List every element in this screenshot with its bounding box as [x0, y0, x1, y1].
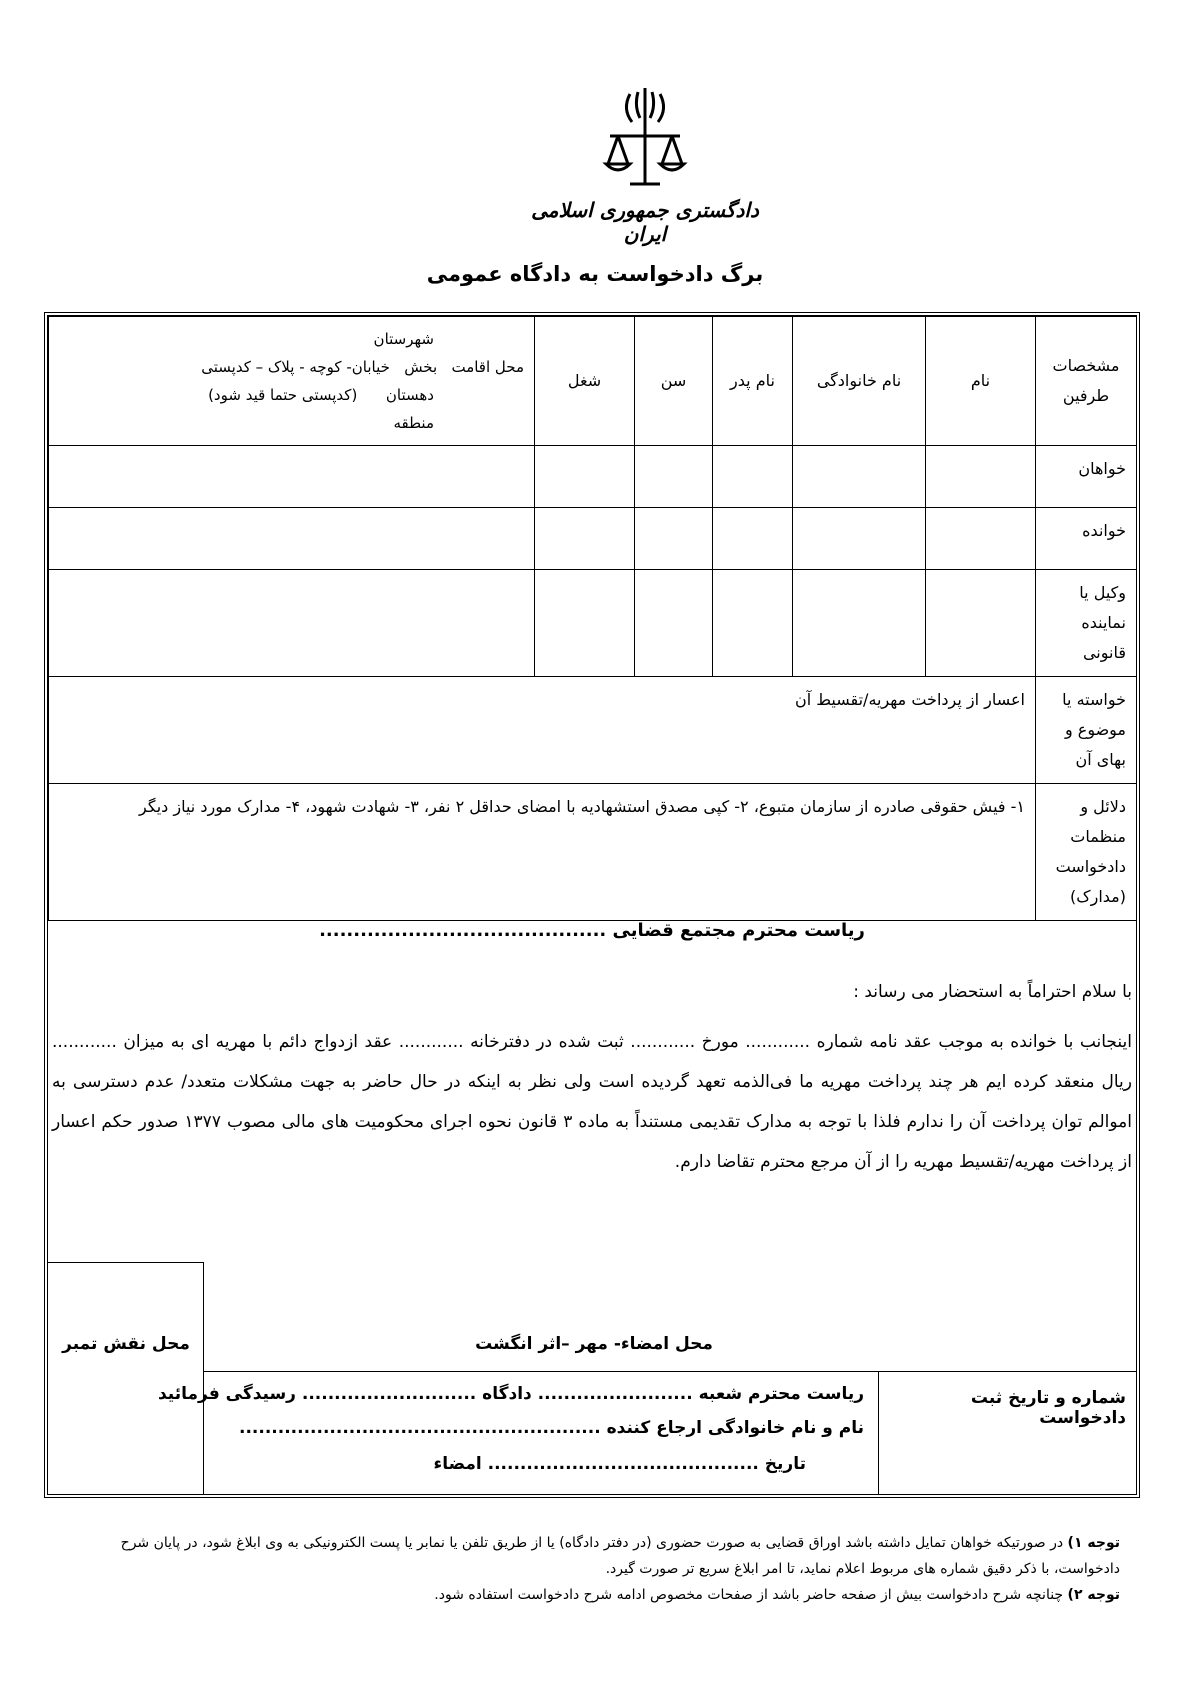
- note-2-text: چنانچه شرح دادخواست بیش از صفحه حاضر باشد از صفحات مخصوص ادامه شرح دادخواست استفاده شود.: [434, 1587, 1068, 1603]
- letter-body[interactable]: اینجانب با خوانده به موجب عقد نامه شماره ............ مورخ ............ ثبت شده در دفترخانه ............ عقد ازدواج دائم با مهریه ای به میزان ............ ریال منعقد کرده ایم هر چند پرداخت مهریه ما فی‌الذمه تعهد گردیده است ولی نظر به اینکه در حال حاضر به جهت مشکلات متعدد/ عدم دسترسی به اموالم توان پرداخت آن را ندارم فلذا با توجه به مدارک تقدیمی مستنداً به ماده ۳ قانون نحوه اجرای محکومیت های مالی مصوب ۱۳۷۷ صدور حکم اعسار از پرداخت مهریه/تقسیط مهریه را از آن مرجع محترم تقاضا دارم.: [52, 1032, 1133, 1172]
- col-family-name: نام خانوادگی: [793, 317, 926, 446]
- registration-label: شماره و تاریخ ثبت دادخواست: [970, 1388, 1126, 1428]
- form-title: برگ دادخواست به دادگاه عمومی: [426, 262, 764, 286]
- stamp-label: محل نقش تمبر: [62, 1334, 190, 1354]
- defendant-father-cell[interactable]: [713, 508, 793, 570]
- col-job: شغل: [535, 317, 635, 446]
- row-label-lawyer: وکیل یا نماینده قانونی: [1036, 570, 1137, 677]
- plaintiff-address-cell[interactable]: [49, 446, 535, 508]
- note-1-text: در صورتیکه خواهان تمایل داشته باشد اوراق قضایی به صورت حضوری (در دفتر دادگاه) یا از طریق تلفن یا نمابر یا پست الکترونیکی به وی ابلاغ شود، در پایان شرح دادخواست، با ذکر دقیق شماره های مربوط اعلام نماید، تا امر ابلاغ سریع تر صورت گیرد.: [120, 1535, 1120, 1577]
- registration-row: [157, 1371, 1136, 1495]
- defendant-job-cell[interactable]: [535, 508, 635, 570]
- petition-letter: [52, 912, 1132, 1262]
- address-line: شهرستان: [373, 330, 434, 348]
- note-1-title: توجه ۱): [1067, 1535, 1120, 1551]
- col-address: [49, 317, 535, 446]
- lawyer-age-cell[interactable]: [635, 570, 713, 677]
- note-2: [80, 1582, 1120, 1608]
- lawyer-father-cell[interactable]: [713, 570, 793, 677]
- letter-addressee: ریاست محترم مجتمع قضایی ..........................................: [319, 920, 865, 941]
- note-2-title: توجه ۲): [1067, 1587, 1120, 1603]
- note-1: [80, 1530, 1120, 1582]
- lawyer-name-cell[interactable]: [926, 570, 1036, 677]
- signature-label: محل امضاء- مهر –اثر انگشت: [475, 1334, 713, 1354]
- evidence-value[interactable]: ۱- فیش حقوقی صادره از سازمان متبوع، ۲- کپی مصدق استشهادیه با امضای حداقل ۲ نفر، ۳- شهادت شهود، ۴- مدارک مورد نیاز دیگر: [49, 784, 1036, 921]
- row-label-plaintiff: خواهان: [1036, 446, 1137, 508]
- stamp-area[interactable]: [48, 1262, 204, 1494]
- plaintiff-family-cell[interactable]: [793, 446, 926, 508]
- lawyer-family-cell[interactable]: [793, 570, 926, 677]
- plaintiff-name-cell[interactable]: [926, 446, 1036, 508]
- row-label-evidence: دلائل و منظمات دادخواست (مدارک): [1036, 784, 1137, 921]
- defendant-family-cell[interactable]: [793, 508, 926, 570]
- defendant-age-cell[interactable]: [635, 508, 713, 570]
- col-father-name: نام پدر: [713, 317, 793, 446]
- footnotes: [80, 1530, 1120, 1608]
- parties-table: [48, 316, 1137, 921]
- plaintiff-job-cell[interactable]: [535, 446, 635, 508]
- referral-line-3: تاریخ .......................................... امضاء: [433, 1454, 806, 1474]
- letter-greeting: با سلام احتراماً به استحضار می رساند :: [853, 982, 1132, 1002]
- col-name: نام: [926, 317, 1036, 446]
- claim-value[interactable]: اعسار از پرداخت مهریه/تقسیط آن: [49, 677, 1036, 784]
- judiciary-logotype: دادگستری جمهوری اسلامی ایران: [531, 198, 759, 246]
- col-parties: مشخصات طرفین: [1036, 317, 1137, 446]
- address-line: منطقه: [393, 414, 434, 432]
- iran-emblem-icon: [600, 84, 690, 194]
- registration-box: [878, 1372, 1136, 1495]
- row-label-defendant: خوانده: [1036, 508, 1137, 570]
- plaintiff-father-cell[interactable]: [713, 446, 793, 508]
- row-label-claim: خواسته یا موضوع و بهای آن: [1036, 677, 1137, 784]
- defendant-name-cell[interactable]: [926, 508, 1036, 570]
- address-line: دهستان (کدپستی حتما قید شود): [208, 386, 434, 404]
- plaintiff-age-cell[interactable]: [635, 446, 713, 508]
- referral-line-1: ریاست محترم شعبه ........................ دادگاه ........................... رسیدگی فرمائید: [157, 1384, 864, 1404]
- referral-line-2: نام و نام خانوادگی ارجاع کننده ........................................................: [239, 1418, 864, 1438]
- lawyer-address-cell[interactable]: [49, 570, 535, 677]
- col-age: سن: [635, 317, 713, 446]
- signature-section: [48, 1262, 1136, 1494]
- defendant-address-cell[interactable]: [49, 508, 535, 570]
- address-line: محل اقامت بخش خیابان- کوچه - پلاک – کدپستی: [201, 358, 524, 376]
- lawyer-job-cell[interactable]: [535, 570, 635, 677]
